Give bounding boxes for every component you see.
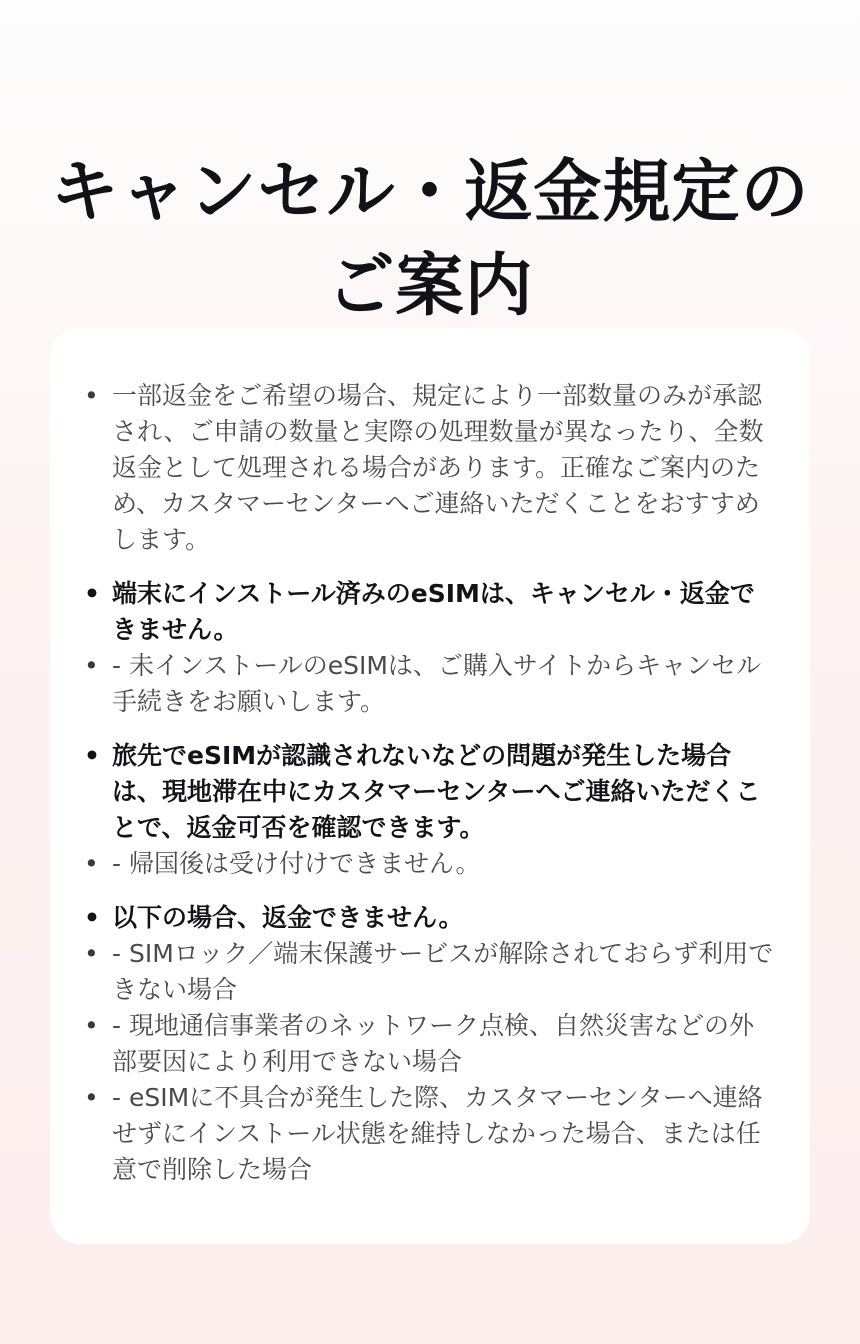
bullet-icon: • <box>84 1083 99 1112</box>
list-item <box>84 900 774 936</box>
bullet-icon: • <box>84 579 100 608</box>
list-item <box>84 1008 774 1080</box>
bullet-icon: • <box>84 651 99 680</box>
bullet-icon: • <box>84 903 100 932</box>
list-item <box>84 846 774 882</box>
policy-card <box>50 328 810 1244</box>
list-item <box>84 936 774 1008</box>
list-item-text: - 帰国後は受け付けできません。 <box>112 849 481 878</box>
list-item-text: - 現地通信事業者のネットワーク点検、自然災害などの外部要因により利用できない場合 <box>112 1011 754 1076</box>
list-item <box>84 1080 774 1188</box>
bullet-icon: • <box>84 1011 99 1040</box>
page-title-line2: ご案内 <box>326 246 534 326</box>
list-item <box>84 576 774 648</box>
page-title-line1: キャンセル・返金規定の <box>50 152 810 232</box>
list-item-text: - eSIMに不具合が発生した際、カスタマーセンターへ連絡せずにインストール状態を維持しなかった場合、または任意で削除した場合 <box>112 1083 763 1184</box>
list-item-text: 端末にインストール済みのeSIMは、キャンセル・返金できません。 <box>112 579 755 644</box>
bullet-icon: • <box>84 849 99 878</box>
list-item <box>84 378 774 558</box>
list-item <box>84 648 774 720</box>
list-item-text: - SIMロック／端末保護サービスが解除されておらず利用できない場合 <box>112 939 774 1004</box>
bullet-icon: • <box>84 939 99 968</box>
list-item <box>84 738 774 846</box>
list-item-text: 一部返金をご希望の場合、規定により一部数量のみが承認され、ご申請の数量と実際の処理数量が異なったり、全数返金として処理される場合があります。正確なご案内のため、カスタマーセンターへご連絡いただくことをおすすめします。 <box>112 381 764 554</box>
list-item-text: 以下の場合、返金できません。 <box>112 903 464 932</box>
list-item-text: 旅先でeSIMが認識されないなどの問題が発生した場合は、現地滞在中にカスタマーセンターへご連絡いただくことで、返金可否を確認できます。 <box>112 741 761 842</box>
bullet-icon: • <box>84 381 99 410</box>
bullet-icon: • <box>84 741 100 770</box>
policy-list <box>84 378 774 1188</box>
page-title <box>0 146 860 334</box>
list-item-text: - 未インストールのeSIMは、ご購入サイトからキャンセル手続きをお願いします。 <box>112 651 762 716</box>
